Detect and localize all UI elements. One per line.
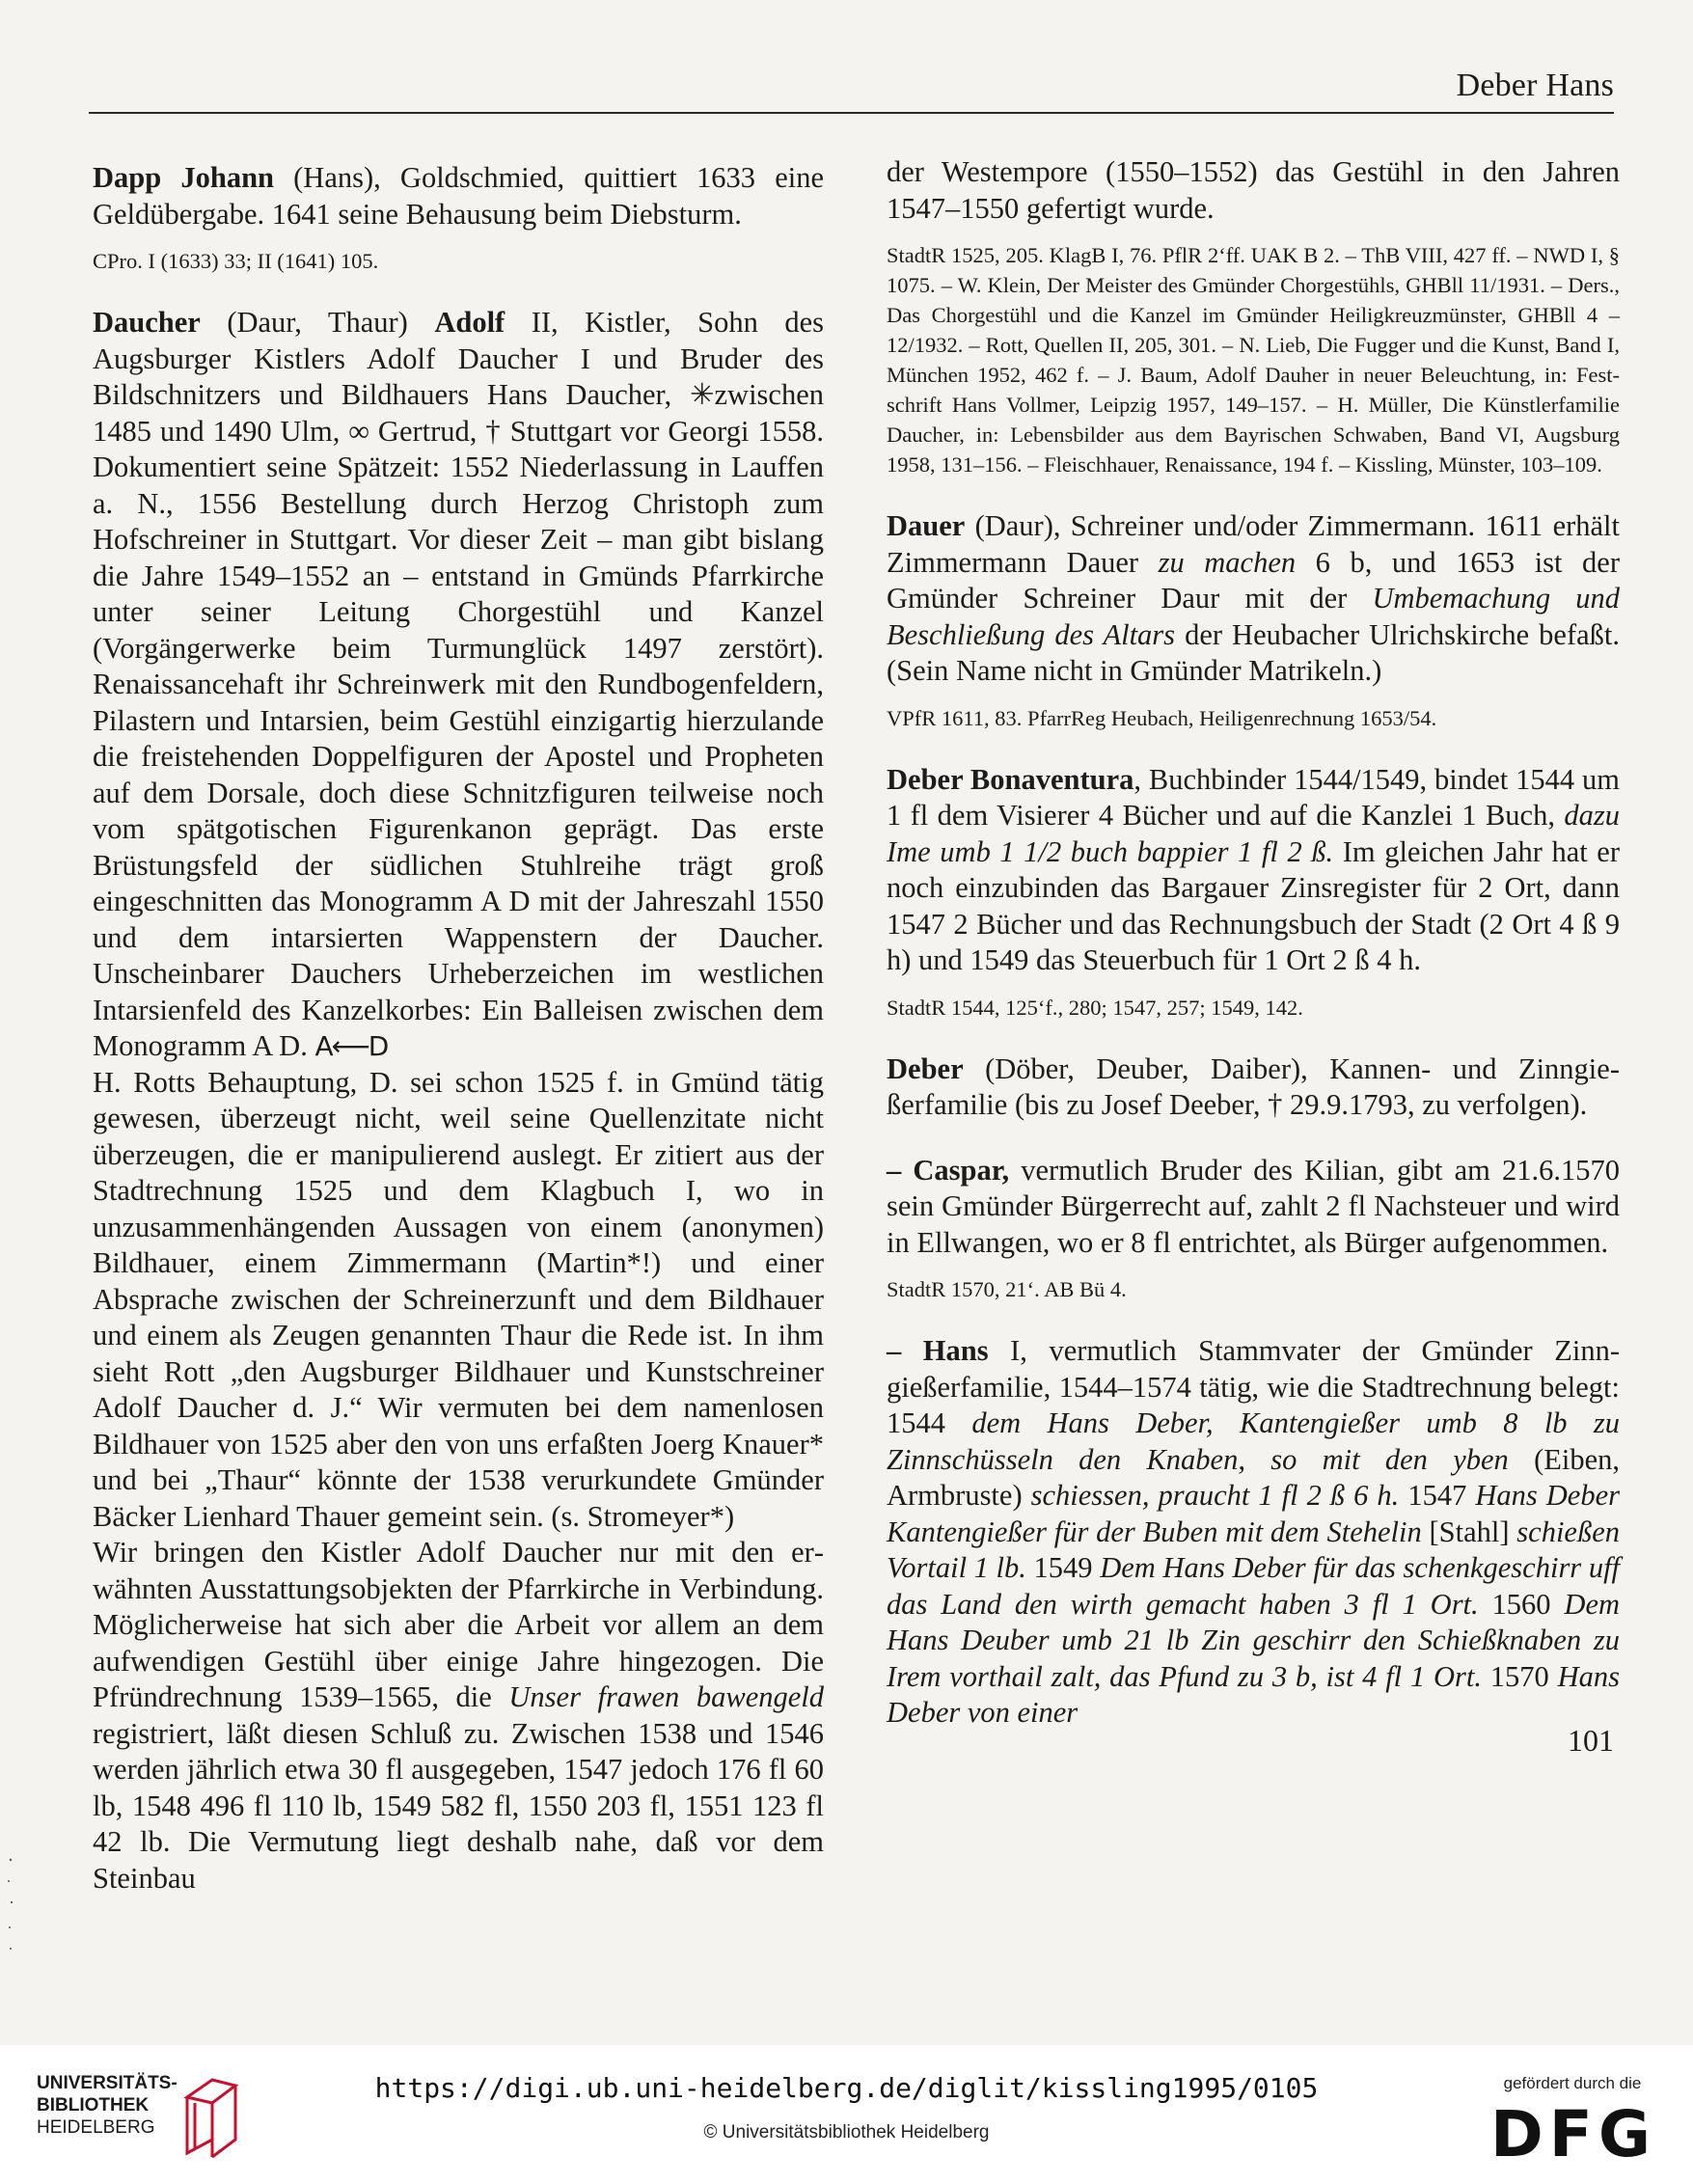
entry-headword: Deber bbox=[887, 1051, 964, 1085]
source-note: StadtR 1570, 21‘. AB Bü 4. bbox=[887, 1277, 1127, 1301]
entry-headword: Daucher bbox=[93, 306, 201, 339]
entry-caspar: – Caspar, vermutlich Bruder des Kilian, gibt am 21.6.1570 sein Gmünder Bürgerrecht auf, zahlt 2 fl Nachsteuer und wird in Ellwangen, wo er 8 fl entrichtet, als Bürger aufgenommen. bbox=[887, 1153, 1620, 1259]
permalink-url[interactable]: https://digi.ub.uni-heidelberg.de/diglit/kissling1995/0105 bbox=[374, 2072, 1319, 2104]
paragraph: Wir bringen den Kistler Adolf Daucher nur mit den erwähnten Ausstattungsobjekten der Pfarrkirche in Verbindung. Möglicherweise hat sich aber die Arbeit vor allem an dem aufwendigen Gestühl über einige Jahre hingezogen. Die Pfründrechnung 1539–1565, die Unser frawen bawengeld registriert, läßt diesen Schluß zu. Zwischen 1538 und 1546 werden jährlich etwa 30 fl ausgegeben, 1547 jedoch 176 fl 60 lb, 1548 496 fl 110 lb, 1549 582 fl, 1550 203 fl, 1551 123 fl 42 lb. Die Vermutung liegt deshalb nahe, daß vor dem Steinbau bbox=[93, 1536, 824, 1895]
entry-dauer: Dauer (Daur), Schreiner und/oder Zimmermann. 1611 erhält Zimmermann Dauer zu machen 6 b, und 1653 ist der Gmünder Schreiner Daur mit der Umbemachung und Beschließung des Altars der Heubacher Ulrichskirche befaßt. (Sein Name nicht in Gmünder Matrikeln.) bbox=[887, 509, 1621, 687]
entry-deber-bonaventura: Deber Bonaventura, Buchbinder 1544/1549, bindet 1544 um 1 fl dem Visierer 4 Bücher und auf die Kanzlei 1 Buch, dazu Ime umb 1 1/2 buch bappier 1 fl 2 ß. Im gleichen Jahr hat er noch einzubinden das Bargauer Zinsregister für 2 Ort, dann 1547 2 Bücher und das Rechnungsbuch der Stadt (2 Ort 4 ß 9 h) und 1549 das Steuerbuch für 1 Ort 2 ß 4 h. bbox=[887, 762, 1620, 976]
running-head: Deber Hans bbox=[1456, 68, 1614, 103]
margin-speckles bbox=[6, 1852, 15, 1958]
dfg-caption: gefördert durch die bbox=[1503, 2074, 1642, 2092]
monogram-mark: A⟵D bbox=[314, 1030, 388, 1062]
copyright-notice: © Universitätsbibliothek Heidelberg bbox=[703, 2122, 990, 2143]
dfg-logo[interactable]: DFG bbox=[1489, 2097, 1657, 2171]
source-note: StadtR 1544, 125‘f., 280; 1547, 257; 1549, 142. bbox=[887, 995, 1303, 1020]
paragraph: der Westempore (1550–1552) das Gestühl in den Jahren 1547–1550 gefertigt wurde. bbox=[887, 155, 1620, 225]
source-note: VPfR 1611, 83. PfarrReg Heubach, Heiligenrechnung 1653/54. bbox=[887, 705, 1437, 730]
entry-headword: – Hans bbox=[887, 1334, 989, 1367]
paragraph: H. Rotts Behauptung, D. sei schon 1525 f. in Gmünd tätig gewesen, überzeugt nicht, weil seine Quellenzitate nicht überzeugen, die er manipulierend auslegt. Er zitiert aus der Stadtrechnung 1525 und dem Klagbuch I, wo in unzusammenhängenden Aussagen von einem (anonymen) Bildhauer, einem Zimmermann (Martin*!) und einer Absprache zwischen der Schreinerzunft und dem Bildhauer und einem als Zeugen genannten Thaur die Rede ist. In ihm sieht Rott „den Augsburger Bildhauer und Kunstschreiner Adolf Daucher d. J.“ Wir vermuten bei dem namenlosen Bildhauer von 1525 aber den von uns erfaßten Joerg Knauer* und bei „Thaur“ könnte der 1538 verurkundete Gmünder Bäcker Lienhard Thauer gemeint sein. (s. Stromeyer*) bbox=[93, 1065, 824, 1533]
spacer bbox=[887, 1124, 1620, 1153]
right-column bbox=[887, 154, 1620, 1732]
entry-headword: Dauer bbox=[887, 509, 966, 542]
entry-daucher: Daucher (Daur, Thaur) Adolf II, Kistler, Sohn des Augsburger Kistlers Adolf Daucher I und Bruder des Bildschnitzers und Bildhauers Hans Daucher, ✳zwischen 1485 und 1490 Ulm, ∞ Gertrud, † Stuttgart vor Georgi 1558. Dokumentiert seine Spätzeit: 1552 Niederlassung in Lauffen a. N., 1556 Bestellung durch Herzog Christoph zum Hofschreiner in Stuttgart. Vor dieser Zeit – man gibt bislang die Jahre 1549–1552 an – entstand in Gmünds Pfarrkirche unter seiner Leitung Chorgestühl und Kanzel (Vorgängerwerke beim Turmunglück 1497 zerstört). Renaissancehaft ihr Schreinwerk mit den Rundbogenfeldern, Pilastern und Intarsien, beim Gestühl einzigartig hierzulande die freistehenden Doppelfiguren der Apostel und Propheten auf dem Dorsale, doch diese Schnitzfiguren teilweise noch vom spätgotischen Figurenkanon geprägt. Das erste Brüstungsfeld der südlichen Stuhlreihe trägt groß eingeschnitten das Monogramm A D mit der Jahreszahl 1550 und dem intarsierten Wappenstern der Daucher. Unscheinbarer Dauchers Urheberzeichen im westlichen Intarsienfeld des Kanzelkorbes: Ein Balleisen zwischen dem Monogramm A D. A⟵D bbox=[93, 306, 824, 1062]
ub-logo-text: UNIVERSITÄTS- BIBLIOTHEK HEIDELBERG bbox=[37, 2073, 177, 2138]
entry-hans: – Hans I, vermutlich Stammvater der Gmünder Zinngießerfamilie, 1544–1574 tätig, wie die Stadtrechnung belegt: 1544 dem Hans Deber, Kantengießer umb 8 lb zu Zinnschüsseln den Knaben, so mit den yben (Eiben, Armbruste) schiessen, praucht 1 fl 2 ß 6 h. 1547 Hans Deber Kantengießer für der Buben mit dem Stehelin [Stahl] schießen Vortail 1 lb. 1549 Dem Hans Deber für das schenkgeschirr uff das Land den wirth gemacht haben 3 fl 1 Ort. 1560 Dem Hans Deuber umb 21 lb Zin geschirr den Schießknaben zu Irem vorthail zalt, das Pfund zu 3 b, ist 4 fl 1 Ort. 1570 Hans Deber von einer bbox=[887, 1334, 1621, 1729]
entry-headword: – Caspar, bbox=[887, 1153, 1010, 1187]
entry-deber-family: Deber (Döber, Deuber, Daiber), Kannen- und Zinngießerfamilie (bis zu Josef Deeber, † 29.9.1793, zu verfolgen). bbox=[887, 1051, 1620, 1121]
entry-headword: Dapp Johann bbox=[93, 161, 274, 194]
page-number: 101 bbox=[1568, 1723, 1614, 1758]
entry-headword: Adolf bbox=[434, 306, 505, 339]
entry-dapp: Dapp Johann (Hans), Goldschmied, quittiert 1633 eine Geldübergabe. 1641 seine Behausung beim Diebsturm. bbox=[93, 161, 824, 231]
source-note: StadtR 1525, 205. KlagB I, 76. PflR 2‘ff. UAK B 2. – ThB VIII, 427 ff. – NWD I, § 1075. – W. Klein, Der Meister des Gmünder Chorgestühls, GHBll 11/1931. – Ders., Das Chorgestühl und die Kanzel im Gmünder Heiligkreuzmünster, GHBll 4 – 12/1932. – Rott, Quellen II, 205, 301. – N. Lieb, Die Fugger und die Kunst, Band I, München 1952, 462 f. – J. Baum, Adolf Dauher in neuer Beleuchtung, in: Festschrift Hans Vollmer, Leipzig 1957, 149–157. – H. Müller, Die Künstlerfamilie Daucher, in: Lebensbilder aus dem Bayrischen Schwaben, Band VI, Augsburg 1958, 131–156. – Fleischhauer, Renaissance, 194 f. – Kissling, Münster, 103–109. bbox=[887, 243, 1620, 477]
source-note: CPro. I (1633) 33; II (1641) 105. bbox=[93, 249, 379, 273]
entry-headword: Deber Bonaventura bbox=[887, 762, 1134, 796]
footer-bar bbox=[0, 2045, 1693, 2184]
left-column bbox=[93, 160, 824, 1897]
header-rule bbox=[89, 112, 1614, 114]
